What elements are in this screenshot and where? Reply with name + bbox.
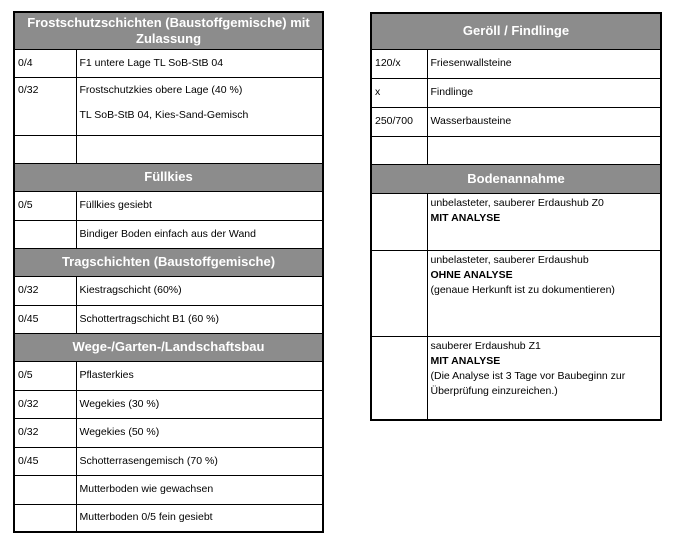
grain-size-cell: 0/45 [14, 305, 76, 333]
material-note: Überprüfung einzureichen.) [430, 384, 558, 397]
grain-size-cell [14, 135, 76, 163]
material-line: sauberer Erdaushub Z1 [430, 339, 541, 352]
material-cell: Friesenwallsteine [427, 49, 661, 78]
grain-size-cell [371, 336, 427, 420]
material-line: TL SoB-StB 04, Kies-Sand-Gemisch [79, 108, 249, 121]
grain-size-cell: 250/700 [371, 107, 427, 136]
grain-size-cell [14, 220, 76, 248]
section-header-fuellkies: Füllkies [14, 163, 323, 191]
section-header-bodenannahme: Bodenannahme [371, 164, 661, 193]
material-cell: Bindiger Boden einfach aus der Wand [76, 220, 323, 248]
material-line: unbelasteter, sauberer Erdaushub [430, 253, 589, 266]
material-note: (Die Analyse ist 3 Tage vor Baubeginn zur [430, 369, 626, 382]
analysis-label: MIT ANALYSE [430, 211, 501, 224]
grain-size-cell [14, 504, 76, 532]
analysis-label: OHNE ANALYSE [430, 268, 513, 281]
material-cell [427, 336, 661, 420]
grain-size-cell: 0/32 [14, 77, 76, 135]
grain-size-cell: 0/4 [14, 49, 76, 77]
section-header-tragschichten: Tragschichten (Baustoffgemische) [14, 248, 323, 276]
section-header-geroell: Geröll / Findlinge [371, 13, 661, 49]
material-cell: Schotterrasengemisch (70 %) [76, 447, 323, 475]
material-cell: Kiestragschicht (60%) [76, 276, 323, 305]
material-cell: Wasserbausteine [427, 107, 661, 136]
grain-size-cell: x [371, 78, 427, 107]
material-cell [76, 135, 323, 163]
material-cell [427, 193, 661, 250]
material-cell: Schottertragschicht B1 (60 %) [76, 305, 323, 333]
material-cell [76, 77, 323, 135]
grain-size-cell: 0/5 [14, 191, 76, 220]
grain-size-cell: 0/5 [14, 361, 76, 390]
material-cell: Mutterboden 0/5 fein gesiebt [76, 504, 323, 532]
material-cell: Füllkies gesiebt [76, 191, 323, 220]
grain-size-cell: 120/x [371, 49, 427, 78]
analysis-label: MIT ANALYSE [430, 354, 501, 367]
grain-size-cell: 0/32 [14, 418, 76, 447]
grain-size-cell: 0/32 [14, 390, 76, 418]
material-line: unbelasteter, sauberer Erdaushub Z0 [430, 196, 604, 209]
grain-size-cell [371, 193, 427, 250]
grain-size-cell: 0/45 [14, 447, 76, 475]
grain-size-cell [371, 250, 427, 336]
material-cell: Mutterboden wie gewachsen [76, 475, 323, 504]
grain-size-cell: 0/32 [14, 276, 76, 305]
material-cell: Pflasterkies [76, 361, 323, 390]
material-cell: Wegekies (30 %) [76, 390, 323, 418]
material-cell [427, 136, 661, 164]
section-header-frostschutz: Frostschutzschichten (Baustoffgemische) mit Zulassung [14, 12, 323, 49]
right-price-table [370, 12, 662, 421]
material-cell: Wegekies (50 %) [76, 418, 323, 447]
material-cell [427, 250, 661, 336]
section-header-wegebau: Wege-/Garten-/Landschaftsbau [14, 333, 323, 361]
material-line: Frostschutzkies obere Lage (40 %) [79, 83, 243, 96]
grain-size-cell [14, 475, 76, 504]
left-price-table [13, 11, 324, 533]
material-cell: F1 untere Lage TL SoB-StB 04 [76, 49, 323, 77]
material-note: (genaue Herkunft ist zu dokumentieren) [430, 283, 615, 296]
material-cell: Findlinge [427, 78, 661, 107]
grain-size-cell [371, 136, 427, 164]
